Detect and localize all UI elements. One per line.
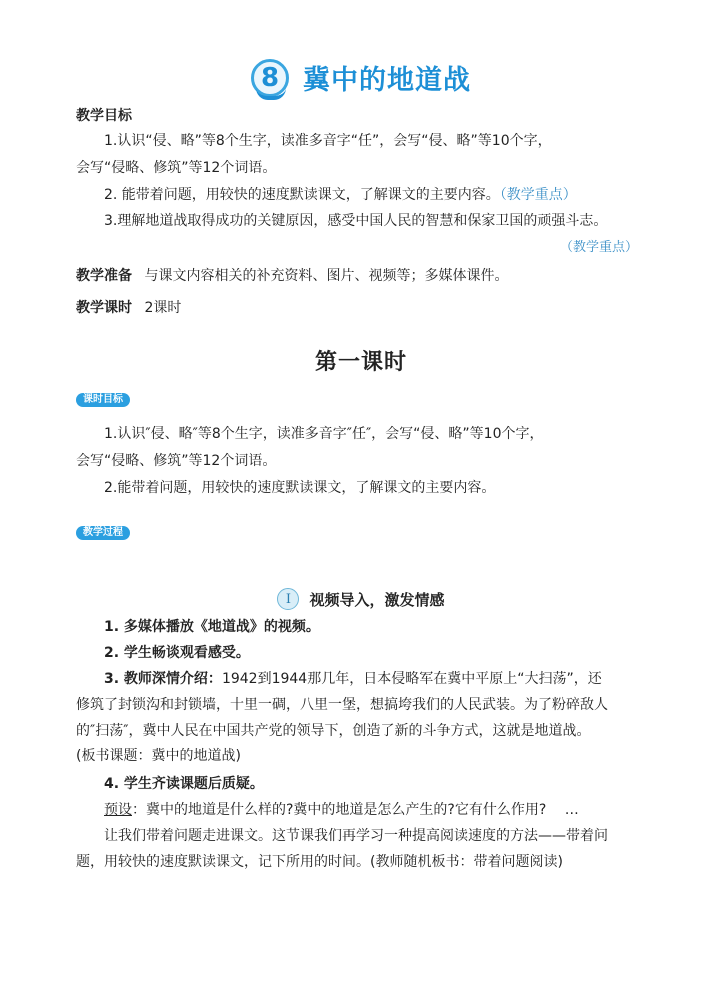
periods-row [76, 298, 181, 318]
preset-label: 预设 [104, 802, 132, 818]
step-2: 2. 学生畅谈观看感受。 [104, 645, 250, 661]
objective-1-line-1: 1.认识“侵、略”等8个生字，读准多音字“任”，会写“侵、略”等10个字， [104, 133, 552, 149]
preset-line [104, 800, 579, 820]
objective-3: 3.理解地道战取得成功的关键原因，感受中国人民的智慧和保家卫国的顽强斗志。 [104, 213, 608, 229]
objective-2 [104, 185, 577, 205]
periods-value: 2课时 [144, 300, 182, 316]
period-goal-2: 2.能带着问题，用较快的速度默读课文，了解课文的主要内容。 [104, 480, 496, 496]
teaching-process-pill: 教学过程 [76, 526, 130, 540]
preparation-row [76, 266, 508, 286]
section-1-header [0, 588, 722, 610]
lead-line-1: 让我们带着问题走进课文。这节课我们再学习一种提高阅读速度的方法——带着问 [104, 828, 608, 844]
step-3-label: 3. 教师深情介绍： [104, 671, 222, 687]
step-4: 4. 学生齐读课题后质疑。 [104, 776, 264, 792]
objectives-label: 教学目标 [76, 108, 132, 124]
lesson-title: 冀中的地道战 [303, 65, 471, 96]
step-3-line-4: (板书课题：冀中的地道战) [76, 748, 241, 764]
lesson-number-badge: 8 [251, 59, 289, 97]
preset-text: ：冀中的地道是什么样的?冀中的地道是怎么产生的?它有什么作用? … [132, 802, 579, 818]
period-goals-pill: 课时目标 [76, 393, 130, 407]
step-1: 1. 多媒体播放《地道战》的视频。 [104, 619, 320, 635]
step-3-line-2: 修筑了封锁沟和封锁墙，十里一碉，八里一堡，想搞垮我们的人民武装。为了粉碎敌人 [76, 697, 608, 713]
objective-2-text: 2. 能带着问题，用较快的速度默读课文，了解课文的主要内容。 [104, 187, 500, 203]
objective-1-line-2: 会写“侵略、修筑”等12个词语。 [76, 160, 277, 176]
periods-label: 教学课时 [76, 300, 132, 316]
preparation-value: 与课文内容相关的补充资料、图片、视频等；多媒体课件。 [144, 268, 509, 284]
objective-2-key-tag: （教学重点） [499, 187, 577, 203]
lead-line-2: 题，用较快的速度默读课文，记下所用的时间。(教师随机板书：带着问题阅读) [76, 854, 563, 870]
period-goal-1-line-1: 1.认识″侵、略″等8个生字，读准多音字″任″，会写“侵、略”等10个字， [104, 426, 544, 442]
period-goal-1-line-2: 会写“侵略、修筑”等12个词语。 [76, 453, 277, 469]
preparation-label: 教学准备 [76, 268, 132, 284]
objective-3-key-tag: （教学重点） [560, 240, 639, 255]
step-3-text: 1942到1944那几年，日本侵略军在冀中平原上“大扫荡”，还 [221, 671, 602, 687]
section-1-title: 视频导入，激发情感 [309, 590, 445, 609]
first-period-title: 第一课时 [314, 350, 407, 375]
step-3-line-3: 的″扫荡″，冀中人民在中国共产党的领导下，创造了新的斗争方式，这就是地道战。 [76, 723, 591, 739]
lesson-header [0, 58, 722, 97]
section-number-icon: Ⅰ [277, 588, 299, 610]
step-3-line-1 [104, 669, 602, 689]
